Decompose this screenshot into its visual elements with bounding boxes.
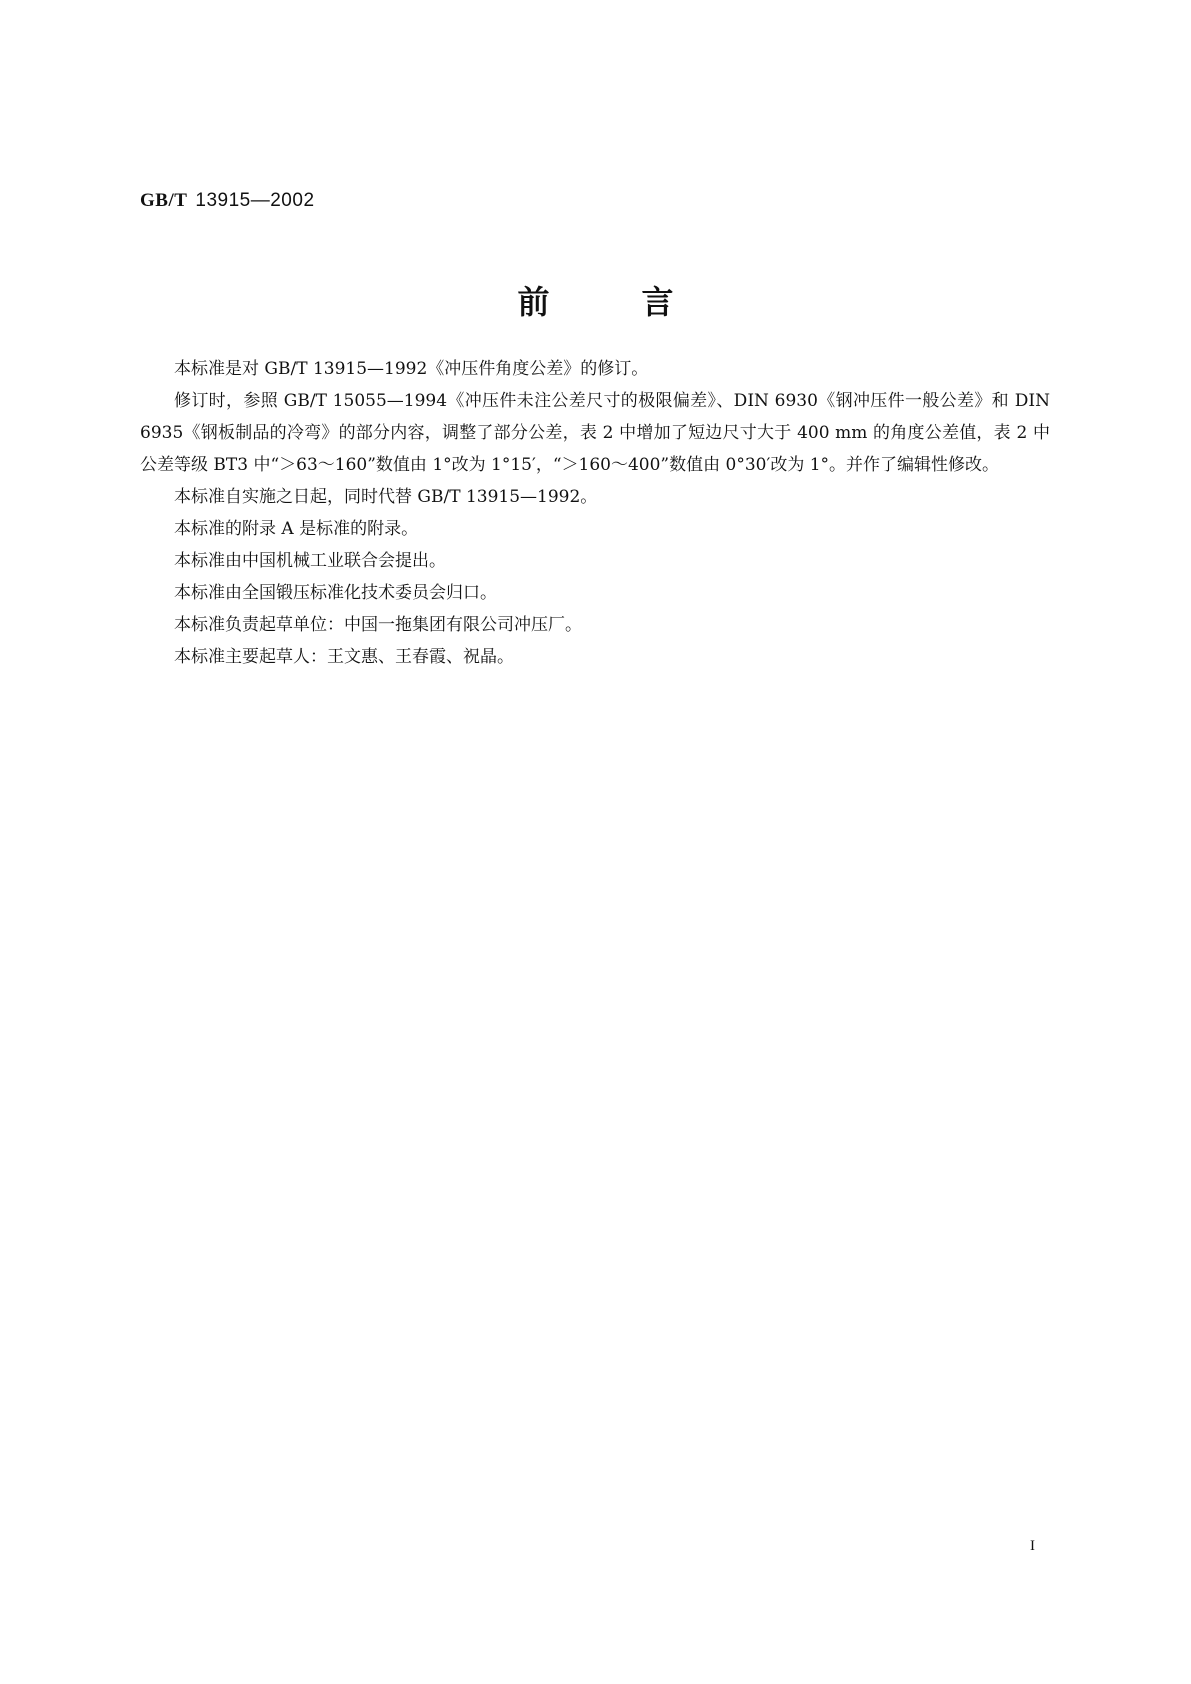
standard-code-number: 13915—2002	[195, 190, 315, 211]
page-title	[0, 282, 1191, 322]
page-title-char-1: 前	[517, 283, 550, 321]
paragraph-supersedes: 本标准自实施之日起，同时代替 GB/T 13915—1992。	[174, 487, 598, 507]
paragraph-centralized-by: 本标准由全国锻压标准化技术委员会归口。	[174, 583, 497, 603]
paragraph-appendix: 本标准的附录 A 是标准的附录。	[174, 519, 419, 539]
standard-code-prefix: GB/T	[140, 190, 188, 211]
foreword-body	[140, 353, 1050, 673]
paragraph-revision-details: 修订时，参照 GB/T 15055—1994《冲压件未注公差尺寸的极限偏差》、DIN 6930《钢冲压件一般公差》和 DIN 6935《钢板制品的冷弯》的部分内容，调整了部分公差，表 2 中增加了短边尺寸大于 400 mm 的角度公差值，表 2 中公差等级 BT3 中“＞63～160”数值由 1°改为 1°15′，“＞160～400”数值由 0°30′改为 1°。并作了编辑性修改。	[140, 391, 1050, 475]
paragraph-drafters: 本标准主要起草人：王文惠、王春霞、祝晶。	[174, 647, 514, 667]
standard-code-header	[140, 190, 315, 212]
page-title-char-2: 言	[641, 283, 674, 321]
paragraph-proposed-by: 本标准由中国机械工业联合会提出。	[174, 551, 446, 571]
paragraph-drafting-unit: 本标准负责起草单位：中国一拖集团有限公司冲压厂。	[174, 615, 582, 635]
page-number: I	[1030, 1538, 1035, 1554]
paragraph-revision-of: 本标准是对 GB/T 13915—1992《冲压件角度公差》的修订。	[174, 359, 649, 379]
